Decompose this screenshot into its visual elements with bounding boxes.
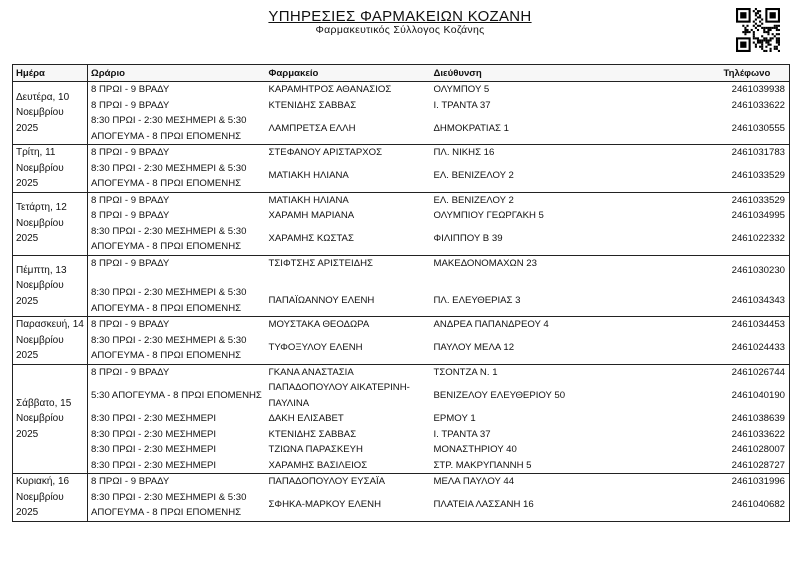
day-cell: Δευτέρα, 10 Νοεμβρίου 2025: [13, 82, 88, 145]
schedule-cell: 8:30 ΠΡΩΙ - 2:30 ΜΕΣΗΜΕΡΙ & 5:30 ΑΠΟΓΕΥΜΑ - 8 ΠΡΩΙ ΕΠΟΜΕΝΗΣ: [91, 115, 247, 142]
phone-cell: 2461022332: [731, 233, 785, 245]
table-row: [13, 98, 790, 114]
schedule-cell: 8 ΠΡΩΙ - 9 ΒΡΑΔΥ: [88, 364, 266, 380]
phone-cell: 2461040682: [731, 499, 785, 511]
address-cell: ΔΗΜΟΚΡΑΤΙΑΣ 1: [433, 122, 509, 134]
schedule-cell: 8:30 ΠΡΩΙ - 2:30 ΜΕΣΗΜΕΡΙ & 5:30 ΑΠΟΓΕΥΜΑ - 8 ΠΡΩΙ ΕΠΟΜΕΝΗΣ: [91, 491, 247, 518]
schedule-cell: 8:30 ΠΡΩΙ - 2:30 ΜΕΣΗΜΕΡΙ & 5:30 ΑΠΟΓΕΥΜΑ - 8 ΠΡΩΙ ΕΠΟΜΕΝΗΣ: [91, 287, 247, 314]
schedule-cell: 8:30 ΠΡΩΙ - 2:30 ΜΕΣΗΜΕΡΙ & 5:30 ΑΠΟΓΕΥΜΑ - 8 ΠΡΩΙ ΕΠΟΜΕΝΗΣ: [91, 225, 247, 252]
pharmacy-cell: ΧΑΡΑΜΗΣ ΚΩΣΤΑΣ: [268, 233, 354, 245]
schedule-cell: 8 ΠΡΩΙ - 9 ΒΡΑΔΥ: [91, 210, 170, 221]
pharmacy-cell: ΓΚΑΝΑ ΑΝΑΣΤΑΣΙΑ: [266, 364, 431, 380]
pharmacy-cell: ΣΦΗΚΑ-ΜΑΡΚΟΥ ΕΛΕΝΗ: [268, 499, 382, 511]
schedule-cell: 8 ΠΡΩΙ - 9 ΒΡΑΔΥ: [91, 99, 170, 111]
phone-cell: 2461033529: [731, 170, 785, 182]
page-subtitle: Φαρμακευτικός Σύλλογος Κοζάνης: [315, 24, 485, 36]
table-row: [13, 255, 790, 285]
phone-cell: 2461024433: [731, 342, 785, 354]
page-title: ΥΠΗΡΕΣΙΕΣ ΦΑΡΜΑΚΕΙΩΝ ΚΟΖΑΝΗ: [268, 8, 532, 25]
pharmacy-cell: ΤΖΙΩΝΑ ΠΑΡΑΣΚΕΥΗ: [268, 444, 363, 455]
table-row: [13, 82, 790, 98]
table-row: [13, 145, 790, 161]
pharmacy-cell: ΠΑΠΑΔΟΠΟΥΛΟΥ ΕΥΣΑΪΑ: [266, 474, 431, 490]
day-cell: Σάββατο, 15 Νοεμβρίου 2025: [13, 364, 88, 474]
schedule-cell: 5:30 ΑΠΟΓΕΥΜΑ - 8 ΠΡΩΙ ΕΠΟΜΕΝΗΣ: [91, 389, 262, 401]
phone-cell: 2461039938: [721, 82, 790, 98]
table-row: [13, 161, 790, 193]
column-header-pharmacy: Φαρμακείο: [266, 65, 431, 82]
phone-cell: 2461040190: [731, 389, 785, 401]
pharmacy-cell: ΜΟΥΣΤΑΚΑ ΘΕΟΔΩΡΑ: [266, 317, 431, 333]
pharmacy-cell: ΜΑΤΙΑΚΗ ΗΛΙΑΝΑ: [268, 170, 349, 182]
table-row: [13, 224, 790, 256]
address-cell: ΤΣΟΝΤΖΑ Ν. 1: [431, 364, 721, 380]
address-cell: ΜΕΛΑ ΠΑΥΛΟΥ 44: [431, 474, 721, 490]
pharmacy-cell: ΚΤΕΝΙΔΗΣ ΣΑΒΒΑΣ: [268, 428, 357, 440]
pharmacy-schedule-table: [12, 64, 790, 522]
day-cell: Τρίτη, 11 Νοεμβρίου 2025: [13, 145, 88, 193]
address-cell: ΜΟΝΑΣΤΗΡΙΟΥ 40: [433, 444, 517, 455]
column-header-address: Διεύθυνση: [431, 65, 721, 82]
pharmacy-cell: ΠΑΠΑΪΩΑΝΝΟΥ ΕΛΕΝΗ: [268, 294, 375, 306]
schedule-cell: 8 ΠΡΩΙ - 9 ΒΡΑΔΥ: [88, 474, 266, 490]
table-row: [13, 208, 790, 224]
address-cell: ΟΛΥΜΠΟΥ 5: [431, 82, 721, 98]
pharmacy-cell: ΧΑΡΑΜΗΣ ΒΑΣΙΛΕΙΟΣ: [268, 459, 368, 471]
phone-cell: 2461033622: [731, 99, 785, 111]
schedule-cell: 8 ΠΡΩΙ - 9 ΒΡΑΔΥ: [88, 255, 266, 285]
address-cell: ΟΛΥΜΠΙΟΥ ΓΕΩΡΓΑΚΗ 5: [433, 210, 544, 221]
table-row: [13, 192, 790, 208]
table-row: [13, 113, 790, 145]
pharmacy-cell: ΣΤΕΦΑΝΟΥ ΑΡΙΣΤΑΡΧΟΣ: [266, 145, 431, 161]
table-row: [13, 411, 790, 427]
phone-cell: 2461031783: [721, 145, 790, 161]
schedule-cell: 8:30 ΠΡΩΙ - 2:30 ΜΕΣΗΜΕΡΙ & 5:30 ΑΠΟΓΕΥΜΑ - 8 ΠΡΩΙ ΕΠΟΜΕΝΗΣ: [91, 334, 247, 361]
table-row: [13, 317, 790, 333]
column-header-day: Ημέρα: [13, 65, 88, 82]
phone-cell: 2461034343: [731, 294, 785, 306]
phone-cell: 2461033529: [721, 192, 790, 208]
schedule-cell: 8:30 ΠΡΩΙ - 2:30 ΜΕΣΗΜΕΡΙ: [91, 444, 217, 455]
schedule-cell: 8 ΠΡΩΙ - 9 ΒΡΑΔΥ: [88, 192, 266, 208]
pharmacy-cell: ΧΑΡΑΜΗ ΜΑΡΙΑΝΑ: [268, 210, 355, 221]
table-row: [13, 490, 790, 522]
address-cell: ΕΛ. ΒΕΝΙΖΕΛΟΥ 2: [431, 192, 721, 208]
phone-cell: 2461030555: [731, 122, 785, 134]
phone-cell: 2461033622: [731, 428, 785, 440]
pharmacy-cell: ΛΑΜΠΡΕΤΣΑ ΕΛΛΗ: [268, 122, 356, 134]
address-cell: Ι. ΤΡΑΝΤΑ 37: [433, 428, 491, 440]
phone-cell: 2461030230: [721, 255, 790, 285]
day-cell: Τετάρτη, 12 Νοεμβρίου 2025: [13, 192, 88, 255]
schedule-cell: 8:30 ΠΡΩΙ - 2:30 ΜΕΣΗΜΕΡΙ: [91, 459, 217, 471]
address-cell: ΦΙΛΙΠΠΟΥ Β 39: [433, 233, 503, 245]
pharmacy-cell: ΤΥΦΟΞΥΛΟΥ ΕΛΕΝΗ: [268, 342, 363, 354]
table-row: [13, 442, 790, 458]
phone-cell: 2461028727: [731, 459, 785, 471]
address-cell: ΕΡΜΟΥ 1: [433, 413, 476, 424]
table-row: [13, 458, 790, 474]
pharmacy-cell: ΤΣΙΦΤΣΗΣ ΑΡΙΣΤΕΙΔΗΣ: [266, 255, 431, 285]
column-header-schedule: Ωράριο: [88, 65, 266, 82]
day-cell: Κυριακή, 16 Νοεμβρίου 2025: [13, 474, 88, 522]
address-cell: ΠΛ. ΝΙΚΗΣ 16: [431, 145, 721, 161]
table-row: [13, 474, 790, 490]
qr-code-icon: [736, 8, 780, 52]
table-row: [13, 285, 790, 317]
pharmacy-cell: ΔΑΚΗ ΕΛΙΣΑΒΕΤ: [268, 413, 344, 424]
table-row: [13, 333, 790, 365]
schedule-cell: 8:30 ΠΡΩΙ - 2:30 ΜΕΣΗΜΕΡΙ: [91, 413, 217, 424]
phone-cell: 2461034995: [731, 210, 785, 221]
schedule-cell: 8 ΠΡΩΙ - 9 ΒΡΑΔΥ: [88, 317, 266, 333]
address-cell: Ι. ΤΡΑΝΤΑ 37: [433, 99, 491, 111]
address-cell: ΒΕΝΙΖΕΛΟΥ ΕΛΕΥΘΕΡΙΟΥ 50: [433, 389, 566, 401]
table-header-row: [13, 65, 790, 82]
table-row: [13, 380, 790, 411]
phone-cell: 2461031996: [721, 474, 790, 490]
pharmacy-cell: ΜΑΤΙΑΚΗ ΗΛΙΑΝΑ: [266, 192, 431, 208]
address-cell: ΑΝΔΡΕΑ ΠΑΠΑΝΔΡΕΟΥ 4: [431, 317, 721, 333]
phone-cell: 2461028007: [731, 444, 785, 455]
table-row: [13, 364, 790, 380]
table-row: [13, 427, 790, 443]
phone-cell: 2461034453: [721, 317, 790, 333]
address-cell: ΜΑΚΕΔΟΝΟΜΑΧΩΝ 23: [431, 255, 721, 285]
pharmacy-cell: ΠΑΠΑΔΟΠΟΥΛΟΥ ΑΙΚΑΤΕΡΙΝΗ-ΠΑΥΛΙΝΑ: [268, 382, 410, 409]
day-cell: Παρασκευή, 14 Νοεμβρίου 2025: [13, 317, 88, 365]
pharmacy-cell: ΚΑΡΑΜΗΤΡΟΣ ΑΘΑΝΑΣΙΟΣ: [266, 82, 431, 98]
day-cell: Πέμπτη, 13 Νοεμβρίου 2025: [13, 255, 88, 317]
phone-cell: 2461026744: [721, 364, 790, 380]
address-cell: ΠΑΥΛΟΥ ΜΕΛΑ 12: [433, 342, 515, 354]
pharmacy-cell: ΚΤΕΝΙΔΗΣ ΣΑΒΒΑΣ: [268, 99, 357, 111]
schedule-cell: 8 ΠΡΩΙ - 9 ΒΡΑΔΥ: [88, 82, 266, 98]
column-header-phone: Τηλέφωνο: [721, 65, 790, 82]
address-cell: ΕΛ. ΒΕΝΙΖΕΛΟΥ 2: [433, 170, 514, 182]
address-cell: ΠΛ. ΕΛΕΥΘΕΡΙΑΣ 3: [433, 294, 521, 306]
address-cell: ΠΛΑΤΕΙΑ ΛΑΣΣΑΝΗ 16: [433, 499, 534, 511]
schedule-cell: 8:30 ΠΡΩΙ - 2:30 ΜΕΣΗΜΕΡΙ & 5:30 ΑΠΟΓΕΥΜΑ - 8 ΠΡΩΙ ΕΠΟΜΕΝΗΣ: [91, 162, 247, 189]
address-cell: ΣΤΡ. ΜΑΚΡΥΠΑΝΝΗ 5: [433, 459, 532, 471]
schedule-cell: 8:30 ΠΡΩΙ - 2:30 ΜΕΣΗΜΕΡΙ: [91, 428, 217, 440]
schedule-cell: 8 ΠΡΩΙ - 9 ΒΡΑΔΥ: [88, 145, 266, 161]
phone-cell: 2461038639: [731, 413, 785, 424]
